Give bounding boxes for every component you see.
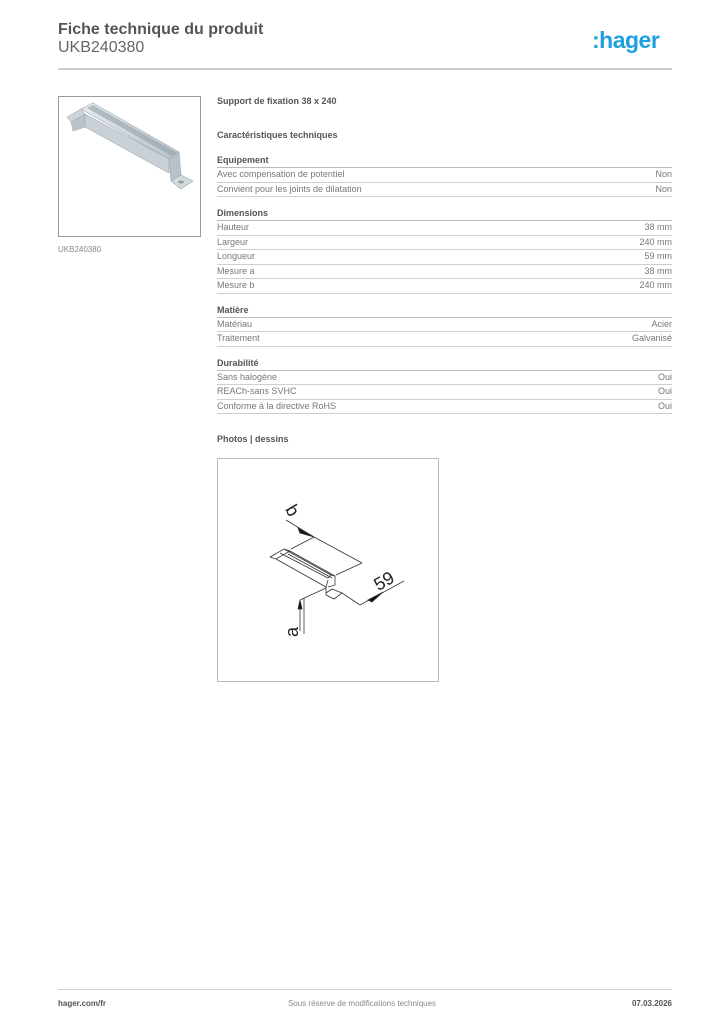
spec-value: Oui xyxy=(657,400,672,411)
bracket-photo-icon xyxy=(59,97,200,236)
spec-row xyxy=(217,221,672,236)
spec-label: Conforme à la directive RoHS xyxy=(217,400,337,411)
spec-value: Non xyxy=(655,183,672,194)
product-name: Support de fixation 38 x 240 xyxy=(217,96,337,106)
spec-value: 38 mm xyxy=(644,222,672,232)
spec-row xyxy=(217,168,672,183)
spec-label: REACh-sans SVHC xyxy=(217,386,297,396)
product-image-caption: UKB240380 xyxy=(58,245,102,254)
spec-row xyxy=(217,250,672,265)
spec-row xyxy=(217,400,672,415)
dimension-b-label: b xyxy=(281,501,304,520)
spec-group-dimensions xyxy=(217,207,672,294)
spec-group-durabilite xyxy=(217,357,672,415)
spec-row xyxy=(217,279,672,294)
spec-value: Non xyxy=(655,169,672,179)
spec-value: Acier xyxy=(651,318,672,329)
spec-value: Galvanisé xyxy=(631,333,672,343)
spec-group-matiere xyxy=(217,304,672,347)
spec-label: Sans halogène xyxy=(217,371,278,382)
spec-label: Convient pour les joints de dilatation xyxy=(217,183,362,194)
spec-row xyxy=(217,236,672,251)
spec-label: Matériau xyxy=(217,318,253,329)
product-code: UKB240380 xyxy=(58,39,145,56)
specs-title: Caractéristiques techniques xyxy=(217,130,338,140)
spec-group-equipement xyxy=(217,154,672,197)
spec-value: 38 mm xyxy=(644,265,672,276)
spec-row xyxy=(217,318,672,333)
spec-value: Oui xyxy=(657,371,672,382)
spec-row xyxy=(217,183,672,198)
spec-label: Avec compensation de potentiel xyxy=(217,169,345,179)
header-divider xyxy=(58,68,672,70)
spec-value: 240 mm xyxy=(639,280,672,290)
spec-row xyxy=(217,371,672,386)
spec-row xyxy=(217,332,672,347)
spec-label: Largeur xyxy=(217,236,249,247)
product-image xyxy=(58,96,201,237)
spec-label: Mesure b xyxy=(217,280,255,290)
spec-group-title: Durabilité xyxy=(217,357,672,371)
spec-value: Oui xyxy=(657,386,672,396)
hager-logo: :hager xyxy=(592,27,660,53)
spec-row xyxy=(217,265,672,280)
spec-label: Hauteur xyxy=(217,222,250,232)
footer-date: 07.03.2026 xyxy=(631,999,672,1008)
spec-label: Mesure a xyxy=(217,265,255,276)
spec-group-title: Dimensions xyxy=(217,207,672,221)
document-title: Fiche technique du produit xyxy=(58,21,264,38)
dimension-a-label: a xyxy=(282,626,302,637)
spec-group-title: Equipement xyxy=(217,154,672,168)
spec-row xyxy=(217,385,672,400)
footer-notice: Sous réserve de modifications techniques xyxy=(287,999,437,1008)
photos-title: Photos | dessins xyxy=(217,434,289,444)
spec-group-title: Matière xyxy=(217,304,672,318)
dimension-drawing-icon xyxy=(218,459,438,681)
spec-value: 240 mm xyxy=(639,236,672,247)
dimension-59-label: 59 xyxy=(370,567,398,595)
footer-website[interactable]: hager.com/fr xyxy=(58,999,107,1008)
footer-divider xyxy=(58,989,672,990)
specs-column xyxy=(217,96,672,448)
spec-value: 59 mm xyxy=(644,251,672,261)
spec-label: Traitement xyxy=(217,333,260,343)
technical-drawing xyxy=(217,458,439,682)
spec-label: Longueur xyxy=(217,251,256,261)
